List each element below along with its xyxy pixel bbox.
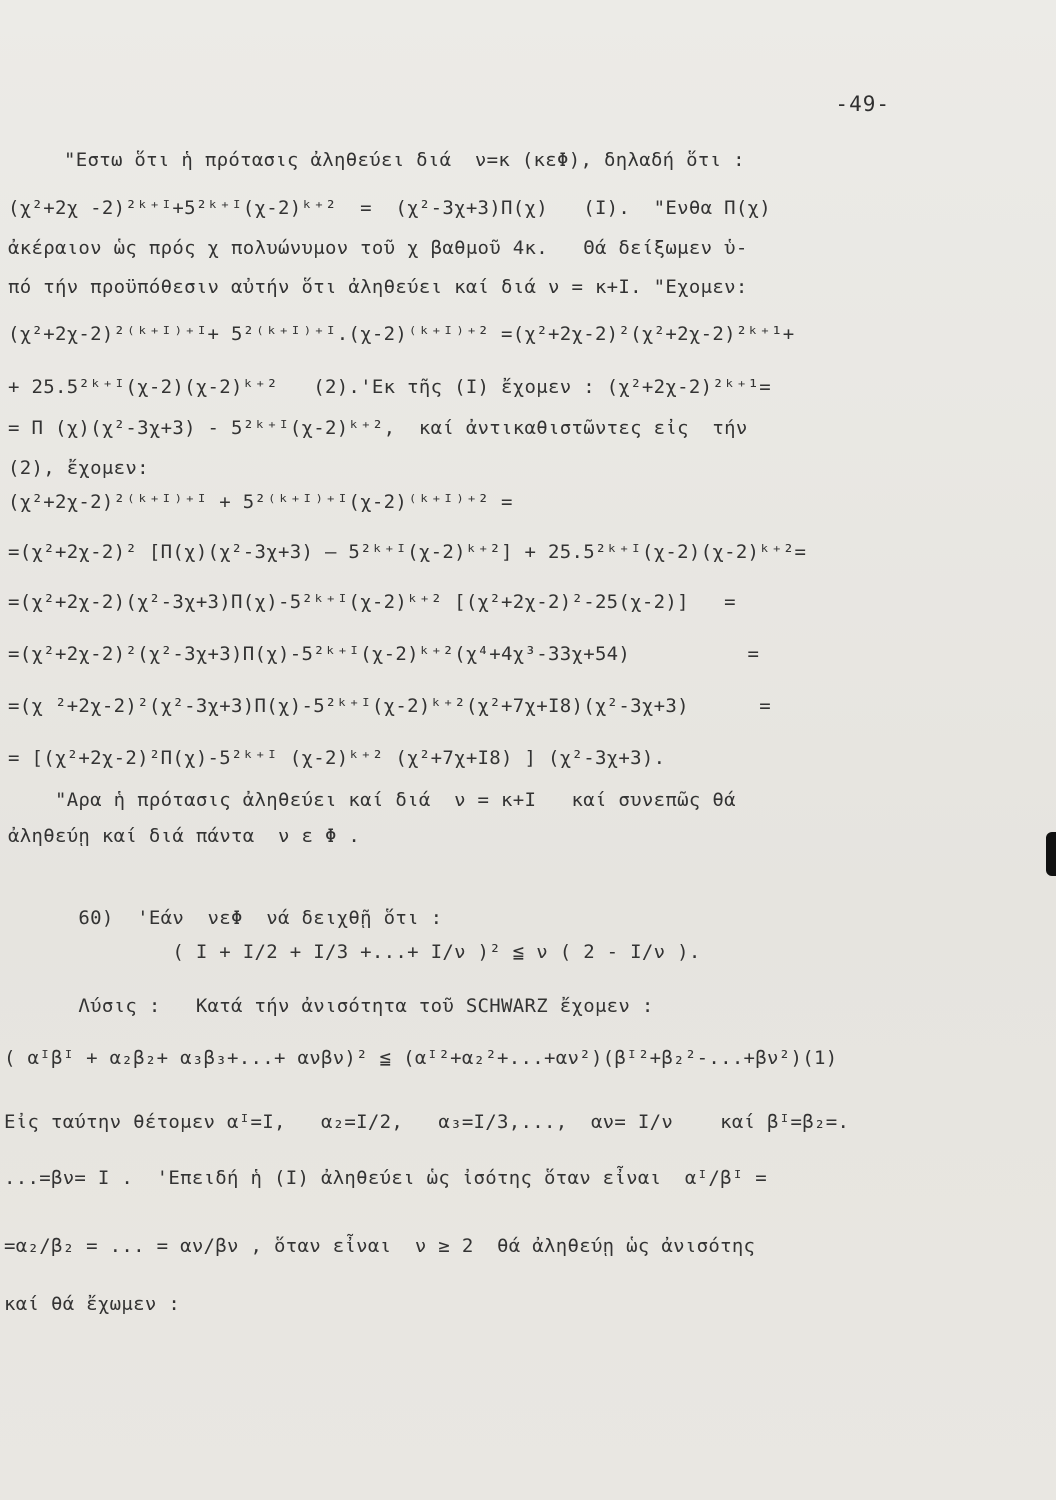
text-line: =(χ²+2χ-2)(χ²-3χ+3)Π(χ)-5²ᵏ⁺ᴵ(χ-2)ᵏ⁺² [(χ²+2χ-2)²-25(χ-2)] =: [8, 591, 736, 613]
text-line: Λύσις : Κατά τήν ἀνισότητα τοῦ SCHWARZ ἔχομεν :: [8, 995, 654, 1017]
page-number: -49-: [835, 92, 890, 116]
text-line: (χ²+2χ-2)²⁽ᵏ⁺ᴵ⁾⁺ᴵ + 5²⁽ᵏ⁺ᴵ⁾⁺ᴵ(χ-2)⁽ᵏ⁺ᴵ⁾⁺² =: [8, 491, 513, 513]
text-line: + 25.5²ᵏ⁺ᴵ(χ-2)(χ-2)ᵏ⁺² (2).'Εκ τῆς (Ι) ἔχομεν : (χ²+2χ-2)²ᵏ⁺¹=: [8, 376, 772, 398]
text-line: Εἰς ταύτην θέτομεν αᴵ=Ι, α₂=Ι/2, α₃=Ι/3,..., αν= Ι/ν καί βᴵ=β₂=.: [4, 1111, 850, 1133]
text-line: καί θά ἔχωμεν :: [4, 1293, 181, 1315]
scan-edge-mark: [1046, 832, 1056, 876]
text-line: πό τήν προϋπόθεσιν αὐτήν ὅτι ἀληθεύει καί διά ν = κ+Ι. "Εχομεν:: [8, 276, 748, 298]
text-line: =(χ²+2χ-2)² [Π(χ)(χ²-3χ+3) — 5²ᵏ⁺ᴵ(χ-2)ᵏ⁺²] + 25.5²ᵏ⁺ᴵ(χ-2)(χ-2)ᵏ⁺²=: [8, 541, 807, 563]
text-line: ...=βν= Ι . 'Επειδή ἡ (Ι) ἀληθεύει ὡς ἰσότης ὅταν εἶναι αᴵ/βᴵ =: [4, 1167, 768, 1189]
text-line: =(χ²+2χ-2)²(χ²-3χ+3)Π(χ)-5²ᵏ⁺ᴵ(χ-2)ᵏ⁺²(χ⁴+4χ³-33χ+54) =: [8, 643, 760, 665]
text-line: "Αρα ἡ πρότασις ἀληθεύει καί διά ν = κ+Ι καί συνεπῶς θά: [8, 789, 736, 811]
text-line: 60) 'Εάν νεΦ νά δειχθῇ ὅτι :: [8, 907, 443, 929]
text-line: ἀληθεύῃ καί διά πάντα ν ε Φ .: [8, 825, 361, 847]
text-line: =α₂/β₂ = ... = αν/βν , ὅταν εἶναι ν ≥ 2 θά ἀληθεύῃ ὡς ἀνισότης: [4, 1235, 756, 1257]
text-line: ( αᴵβᴵ + α₂β₂+ α₃β₃+...+ ανβν)² ≦ (αᴵ²+α₂²+...+αν²)(βᴵ²+β₂²-...+βν²)(1): [4, 1047, 838, 1069]
text-line: = Π (χ)(χ²-3χ+3) - 5²ᵏ⁺ᴵ(χ-2)ᵏ⁺², καί ἀντικαθιστῶντες εἰς τήν: [8, 417, 748, 439]
text-line: (2), ἔχομεν:: [8, 457, 149, 479]
text-line: "Εστω ὅτι ἡ πρότασις ἀληθεύει διά ν=κ (κεΦ), δηλαδή ὅτι :: [64, 149, 745, 171]
text-line: ἀκέραιον ὡς πρός χ πολυώνυμον τοῦ χ βαθμοῦ 4κ. Θά δείξωμεν ὑ-: [8, 237, 748, 259]
text-line: =(χ ²+2χ-2)²(χ²-3χ+3)Π(χ)-5²ᵏ⁺ᴵ(χ-2)ᵏ⁺²(χ²+7χ+Ι8)(χ²-3χ+3) =: [8, 695, 772, 717]
text-line: (χ²+2χ -2)²ᵏ⁺ᴵ+5²ᵏ⁺ᴵ(χ-2)ᵏ⁺² = (χ²-3χ+3)Π(χ) (Ι). "Ενθα Π(χ): [8, 197, 772, 219]
text-line: ( Ι + Ι/2 + Ι/3 +...+ Ι/ν )² ≦ ν ( 2 - Ι/ν ).: [8, 941, 701, 963]
text-line: = [(χ²+2χ-2)²Π(χ)-5²ᵏ⁺ᴵ (χ-2)ᵏ⁺² (χ²+7χ+Ι8) ] (χ²-3χ+3).: [8, 747, 666, 769]
text-line: (χ²+2χ-2)²⁽ᵏ⁺ᴵ⁾⁺ᴵ+ 5²⁽ᵏ⁺ᴵ⁾⁺ᴵ.(χ-2)⁽ᵏ⁺ᴵ⁾⁺² =(χ²+2χ-2)²(χ²+2χ-2)²ᵏ⁺¹+: [8, 323, 795, 345]
